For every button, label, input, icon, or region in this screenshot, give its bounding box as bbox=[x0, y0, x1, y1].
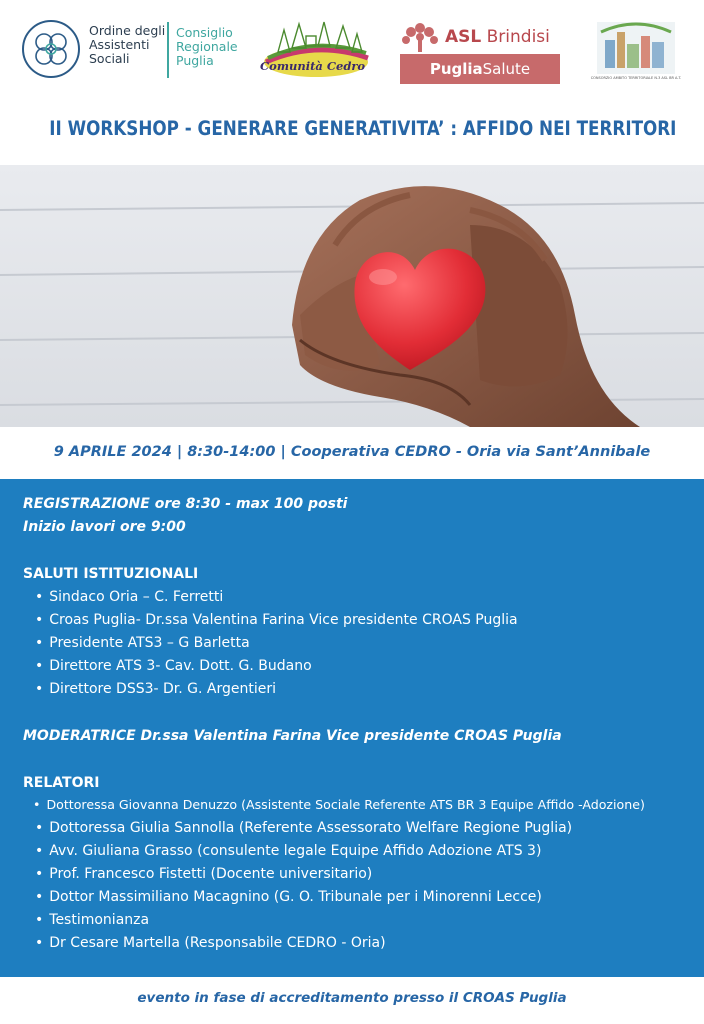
asl-brindisi-logo bbox=[400, 20, 560, 84]
accreditation-note: evento in fase di accreditamento presso il CROAS Puglia bbox=[137, 990, 567, 1006]
list-item: • Direttore ATS 3- Cav. Dott. G. Budano bbox=[35, 658, 312, 674]
list-item: • Croas Puglia- Dr.ssa Valentina Farina Vice presidente CROAS Puglia bbox=[35, 612, 518, 628]
list-item: • Dr Cesare Martella (Responsabile CEDRO - Oria) bbox=[35, 935, 386, 951]
list-item: • Avv. Giuliana Grasso (consulente legale Equipe Affido Adozione ATS 3) bbox=[35, 843, 541, 859]
puglia-salute-band: PugliaSalute bbox=[400, 54, 560, 84]
event-details: 9 APRILE 2024 | 8:30-14:00 | Cooperativa CEDRO - Oria via Sant’Annibale bbox=[53, 444, 651, 460]
program-panel bbox=[0, 479, 704, 977]
oas-name: Ordine degli Assistenti Sociali bbox=[89, 23, 166, 66]
oas-region: Consiglio Regionale Puglia bbox=[176, 25, 238, 68]
heart-hands-photo bbox=[0, 165, 704, 427]
saluti-heading: SALUTI ISTITUZIONALI bbox=[23, 566, 199, 582]
list-item: • Direttore DSS3- Dr. G. Argentieri bbox=[35, 681, 276, 697]
page-title: II WORKSHOP - GENERARE GENERATIVITA’ : AFFIDO NEI TERRITORI bbox=[49, 117, 677, 140]
cedro-trees-icon bbox=[258, 18, 378, 83]
list-item: • Presidente ATS3 – G Barletta bbox=[35, 635, 250, 651]
oas-divider bbox=[167, 22, 169, 78]
consorzio-logo bbox=[590, 20, 682, 86]
header bbox=[0, 0, 704, 165]
oas-knot-icon bbox=[22, 20, 80, 78]
list-item: • Dottor Massimiliano Macagnino (G. O. Tribunale per i Minorenni Lecce) bbox=[35, 889, 542, 905]
list-item: • Dottoressa Giovanna Denuzzo (Assistente Sociale Referente ATS BR 3 Equipe Affido -Adozione) bbox=[33, 797, 645, 812]
moderator: MODERATRICE Dr.ssa Valentina Farina Vice presidente CROAS Puglia bbox=[23, 728, 562, 744]
asl-tree-icon bbox=[400, 20, 440, 54]
cedro-name: Comunità Cedro bbox=[260, 59, 366, 73]
relatori-heading: RELATORI bbox=[23, 775, 100, 791]
list-item: • Dottoressa Giulia Sannolla (Referente Assessorato Welfare Regione Puglia) bbox=[35, 820, 572, 836]
consorzio-caption: CONSORZIO AMBITO TERRITORIALE N.3 ASL BR A.T. bbox=[590, 76, 682, 80]
list-item: • Testimonianza bbox=[35, 912, 149, 928]
consorzio-emblem bbox=[597, 22, 675, 74]
asl-title: ASL Brindisi bbox=[445, 27, 550, 47]
registration-info: REGISTRAZIONE ore 8:30 - max 100 posti bbox=[23, 496, 348, 512]
cedro-logo bbox=[258, 18, 378, 83]
oas-logo bbox=[22, 20, 242, 82]
list-item: • Sindaco Oria – C. Ferretti bbox=[35, 589, 223, 605]
list-item: • Prof. Francesco Fistetti (Docente universitario) bbox=[35, 866, 372, 882]
start-time: Inizio lavori ore 9:00 bbox=[23, 519, 186, 535]
